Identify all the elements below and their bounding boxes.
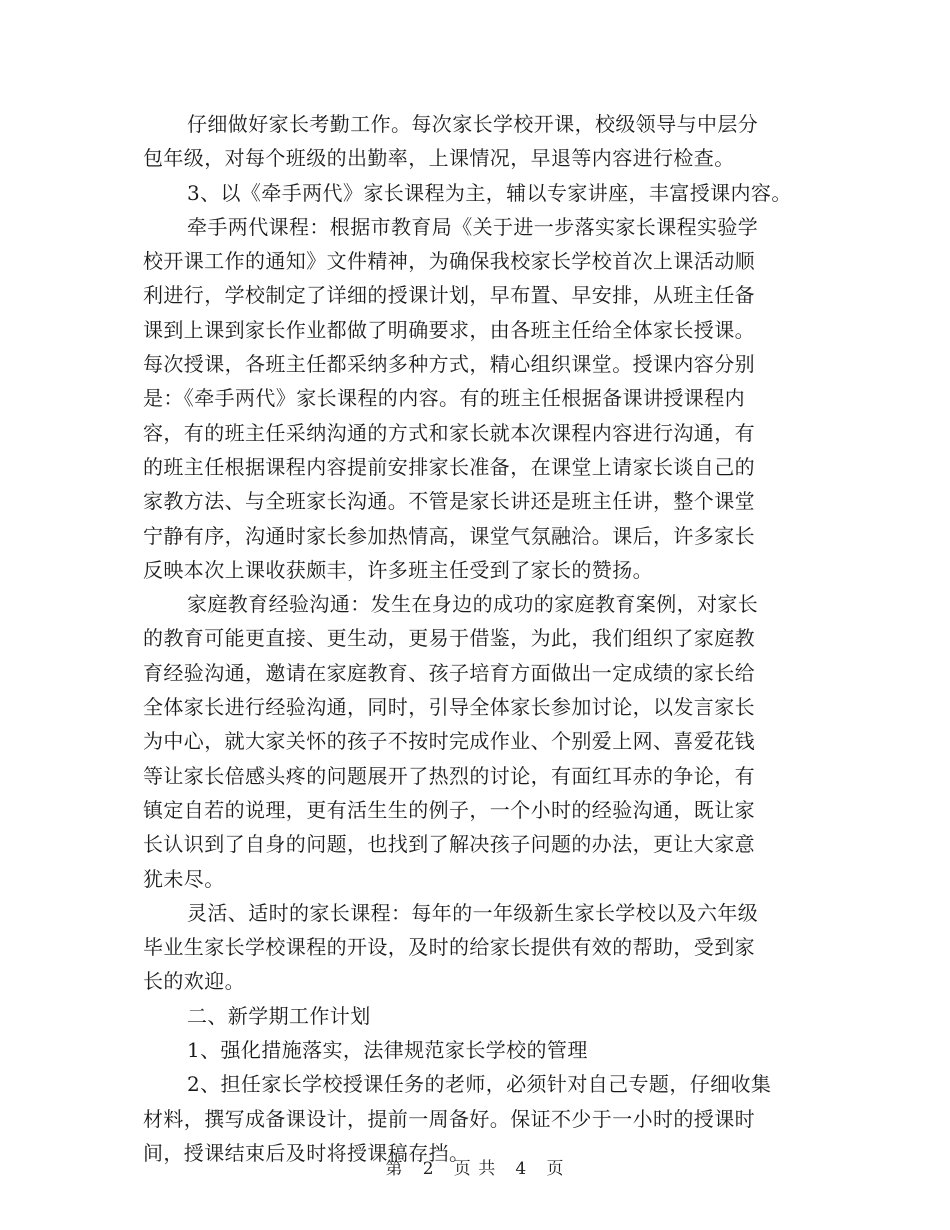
paragraph-line: 间，授课结束后及时将授课稿存挡。 [143, 1140, 470, 1165]
paragraph-line: 的教育可能更直接、更生动，更易于借鉴，为此，我们组织了家庭教 [143, 626, 755, 651]
paragraph-item-3 [143, 176, 823, 210]
paragraph-line: 育经验沟通，邀请在家庭教育、孩子培育方面做出一定成绩的家长给 [143, 660, 755, 685]
footer-total-pages: 4 [515, 1159, 528, 1179]
paragraph-line: 的班主任根据课程内容提前安排家长准备，在课堂上请家长谈自己的 [143, 454, 755, 479]
paragraph-line: 每次授课，各班主任都采纳多种方式，精心组织课堂。授课内容分别 [143, 352, 755, 377]
page-footer [0, 1154, 950, 1179]
footer-prefix: 第 [385, 1159, 404, 1179]
paragraph-line: 容，有的班主任采纳沟通的方式和家长就本次课程内容进行沟通，有 [143, 420, 755, 445]
document-body [143, 107, 823, 1170]
paragraph-line: 包年级，对每个班级的出勤率，上课情况，早退等内容进行检查。 [143, 146, 735, 171]
paragraph-line: 利进行，学校制定了详细的授课计划，早布置、早安排，从班主任备 [143, 283, 755, 308]
paragraph-line: 长的欢迎。 [143, 969, 245, 994]
paragraph-line: 宁静有序，沟通时家长参加热情高，课堂气氛融洽。课后，许多家长 [143, 523, 755, 548]
paragraph-line: 等让家长倍感头疼的问题展开了热烈的讨论，有面红耳赤的争论，有 [143, 763, 755, 788]
paragraph-line: 家庭教育经验沟通：发生在身边的成功的家庭教育案例，对家长 [187, 592, 759, 617]
paragraph-line: 3、以《牵手两代》家长课程为主，辅以专家讲座，丰富授课内容。 [187, 180, 792, 205]
paragraph-line: 为中心，就大家关怀的孩子不按时完成作业、个别爱上网、喜爱花钱 [143, 729, 755, 754]
paragraph-line: 校开课工作的通知》文件精神，为确保我校家长学校首次上课活动顺 [143, 249, 755, 274]
paragraph-line: 毕业生家长学校课程的开设，及时的给家长提供有效的帮助，受到家 [143, 935, 755, 960]
paragraph-experience [143, 587, 823, 896]
section-heading-new-term-plan [143, 999, 823, 1033]
paragraph-line: 课到上课到家长作业都做了明确要求，由各班主任给全体家长授课。 [143, 317, 755, 342]
paragraph-line: 是：《牵手两代》家长课程的内容。有的班主任根据备课讲授课程内 [143, 386, 745, 411]
paragraph-line: 2、担任家长学校授课任务的老师，必须针对自己专题，仔细收集 [187, 1072, 772, 1097]
paragraph-line: 二、新学期工作计划 [187, 1003, 371, 1028]
footer-current-page: 2 [422, 1159, 435, 1179]
paragraph-line: 长认识到了自身的问题，也找到了解决孩子问题的办法，更让大家意 [143, 832, 755, 857]
paragraph-line: 灵活、适时的家长课程：每年的一年级新生家长学校以及六年级 [187, 900, 759, 925]
paragraph-course [143, 210, 823, 587]
paragraph-line: 犹未尽。 [143, 866, 225, 891]
paragraph-line: 家教方法、与全班家长沟通。不管是家长讲还是班主任讲，整个课堂 [143, 489, 755, 514]
paragraph-line: 牵手两代课程：根据市教育局《关于进一步落实家长课程实验学 [187, 214, 759, 239]
paragraph-line: 镇定自若的说理，更有活生生的例子，一个小时的经验沟通，既让家 [143, 797, 755, 822]
paragraph-line: 仔细做好家长考勤工作。每次家长学校开课，校级领导与中层分 [187, 112, 759, 136]
paragraph-flexible-course [143, 896, 823, 999]
paragraph-line: 全体家长进行经验沟通，同时，引导全体家长参加讨论，以发言家长 [143, 695, 755, 720]
paragraph-line: 反映本次上课收获颇丰，许多班主任受到了家长的赞扬。 [143, 557, 653, 582]
footer-middle: 页 共 [453, 1159, 497, 1179]
footer-suffix: 页 [546, 1159, 565, 1179]
paragraph-line: 1、强化措施落实，法律规范家长学校的管理 [187, 1038, 588, 1063]
paragraph-attendance [143, 107, 823, 176]
paragraph-line: 材料，撰写成备课设计，提前一周备好。保证不少于一小时的授课时 [143, 1106, 755, 1131]
paragraph-plan-item-1 [143, 1033, 823, 1067]
